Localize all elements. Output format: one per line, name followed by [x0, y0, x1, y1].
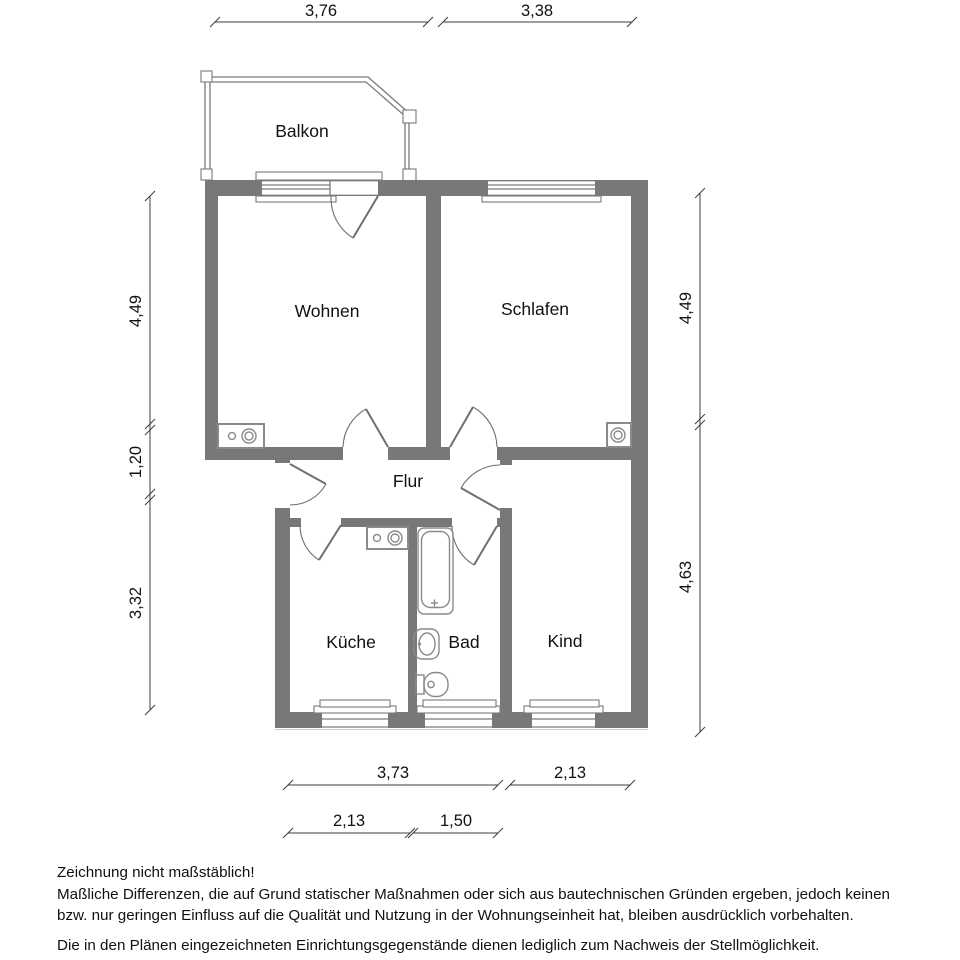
dim-label: 3,38: [520, 2, 554, 20]
footer-notes: [57, 864, 890, 954]
footer-line: Die in den Plänen eingezeichneten Einrichtungsgegenstände dienen lediglich zum Nachweis der Stellmöglichkeit.: [57, 937, 820, 954]
window-sill: [320, 700, 390, 707]
door-wohnen: [343, 409, 388, 447]
door-entrance: [290, 464, 326, 505]
room-label-kind: Kind: [547, 631, 583, 651]
room-label-flur: Flur: [392, 471, 424, 491]
window-sill: [530, 700, 599, 707]
door-schlafen: [450, 407, 497, 447]
dimension-left: [127, 191, 155, 715]
footer-line: Maßliche Differenzen, die auf Grund statischer Maßnahmen oder sich aus bautechnischen Gründen ergeben, jedoch keinen: [57, 886, 890, 903]
connection-box-schlafen: [607, 423, 631, 447]
dimension-bottom-outer: [283, 764, 635, 790]
window-schlafen: [482, 180, 601, 202]
window-bad: [417, 700, 500, 727]
dim-label: 3,73: [376, 764, 410, 782]
room-label-bad: Bad: [448, 632, 480, 652]
window-sill: [482, 196, 601, 202]
room-label-schlafen: Schlafen: [500, 299, 570, 319]
footer-line: bzw. nur geringen Einfluss auf die Qualität und Nutzung in der Wohnungseinheit hat, bleiben ausdrücklich vorbehalten.: [57, 907, 854, 924]
room-label-wohnen: Wohnen: [294, 301, 360, 321]
balcony-threshold: [256, 172, 382, 180]
dim-label: 2,13: [553, 764, 587, 782]
window-sill: [423, 700, 496, 707]
room-label-kueche: Küche: [326, 632, 376, 652]
footer-line: Zeichnung nicht maßstäblich!: [57, 864, 255, 881]
dim-label: 3,32: [127, 586, 145, 620]
dim-label: 4,49: [677, 291, 695, 325]
kitchen-sink-icon: [367, 527, 408, 549]
dim-label: 3,76: [304, 2, 338, 20]
balcony-post: [201, 169, 212, 180]
dimension-right: [677, 188, 705, 737]
door-kueche: [300, 525, 341, 560]
connection-box-wohnen: [218, 424, 264, 448]
bathtub-icon: [418, 528, 453, 614]
toilet-icon: [416, 673, 448, 697]
room-label-balkon: Balkon: [275, 121, 329, 141]
window-sill: [256, 196, 336, 202]
dim-label: 1,50: [439, 812, 473, 830]
balcony-post: [403, 110, 416, 123]
window-wohnen: [256, 180, 378, 202]
dim-label: 1,20: [127, 445, 145, 479]
dimension-bottom-inner: [283, 812, 503, 838]
window-kueche: [314, 700, 396, 727]
washbasin-icon: [414, 629, 439, 659]
dim-label: 4,63: [677, 560, 695, 594]
balcony-post: [201, 71, 212, 82]
dim-label: 4,49: [127, 294, 145, 328]
dim-label: 2,13: [332, 812, 366, 830]
door-bad: [452, 526, 497, 565]
window-kind: [524, 700, 603, 727]
door-kind: [461, 465, 500, 510]
dimension-top: [210, 2, 637, 27]
door-balcony: [331, 196, 378, 238]
